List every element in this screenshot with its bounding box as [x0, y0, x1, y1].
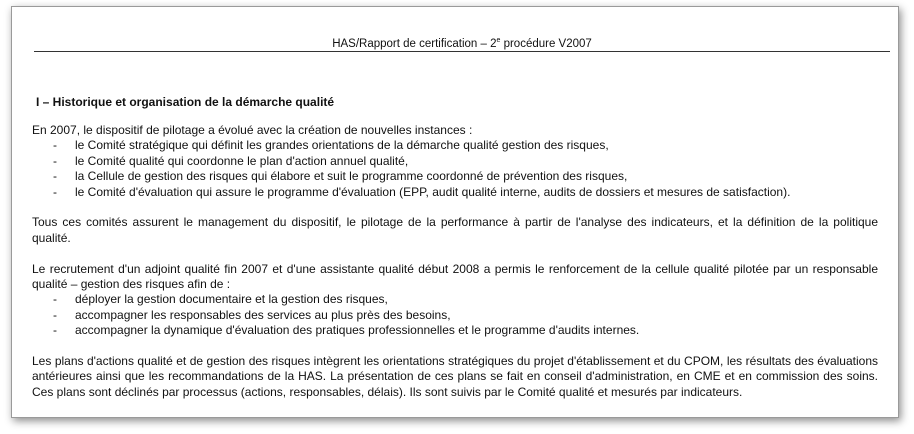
list-item — [32, 154, 878, 169]
header-text-prefix: HAS/Rapport de certification – 2 — [332, 38, 497, 50]
list-item — [32, 138, 878, 153]
intro-paragraph: En 2007, le dispositif de pilotage a évolué avec la création de nouvelles instances : — [32, 123, 473, 137]
list-dash: - — [53, 307, 57, 322]
list-dash: - — [53, 138, 57, 153]
list-item — [32, 185, 878, 200]
committees-paragraph: Tous ces comités assurent le management du dispositif, le pilotage de la performance à partir de l'analyse des indicateurs, et la définition de la politique qualité. — [32, 215, 878, 245]
header-superscript: e — [496, 37, 501, 44]
header-text-suffix: procédure V2007 — [500, 38, 592, 50]
list-dash: - — [53, 169, 57, 184]
list-dash: - — [53, 184, 57, 199]
list-item-text: déployer la gestion documentaire et la gestion des risques, — [75, 292, 388, 307]
list-dash: - — [53, 323, 57, 338]
header-rule — [34, 51, 890, 52]
section-title: I – Historique et organisation de la démarche qualité — [36, 95, 335, 109]
list-item-text: accompagner la dynamique d'évaluation des pratiques professionnelles et le programme d'audits internes. — [75, 323, 640, 338]
list-item — [32, 169, 878, 184]
list-item — [32, 308, 878, 323]
instances-list — [32, 138, 878, 200]
plans-paragraph: Les plans d'actions qualité et de gestion des risques intègrent les orientations stratégiques du projet d'établissement et du CPOM, les résultats des évaluations antérieures ainsi que les recommandations de la HAS. La présentation de ces plans se fait en conseil d'administration, en CME et en commission des soins. Ces plans sont déclinés par processus (actions, responsables, délais). Ils sont suivis par le Comité qualité et mesurés par indicateurs. — [32, 354, 878, 399]
list-dash: - — [53, 153, 57, 168]
list-item-text: le Comité stratégique qui définit les grandes orientations de la démarche qualité gestion des risques, — [75, 138, 609, 153]
document-body — [32, 123, 878, 416]
list-item — [32, 323, 878, 338]
list-item — [32, 292, 878, 307]
recruitment-paragraph: Le recrutement d'un adjoint qualité fin 2007 et d'une assistante qualité début 2008 a permis le renforcement de la cellule qualité pilotée par un responsable qualité – gestion des risques afin de : — [32, 261, 878, 292]
list-item-text: le Comité d'évaluation qui assure le programme d'évaluation (EPP, audit qualité interne, audits de dossiers et mesures de satisfaction). — [75, 184, 791, 199]
running-header — [34, 36, 890, 52]
list-item-text: le Comité qualité qui coordonne le plan d'action annuel qualité, — [75, 153, 409, 168]
document-page — [11, 6, 899, 418]
list-item-text: la Cellule de gestion des risques qui élabore et suit le programme coordonné de prévention des risques, — [75, 169, 628, 184]
goals-list — [32, 292, 878, 338]
list-dash: - — [53, 292, 57, 307]
list-item-text: accompagner les responsables des services au plus près des besoins, — [75, 307, 451, 322]
